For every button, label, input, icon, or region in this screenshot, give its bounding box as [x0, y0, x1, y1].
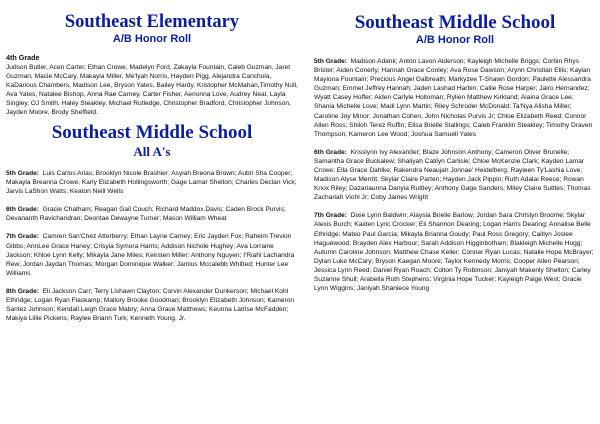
- all-a-grade-7: 7th Grade: Camren San'Chez Atterberry; Ethan Layne Carney; Eric Jayden Fox; Raheim Trevion Gibbs; AnnLee Grace Haney; Crisyia Symora Harris; Addison Nichole Hughey; Ava Lorraine Jackson; Khloe Lynn Kelly; Mikayla Jane Miles; Keirsten Miller; Anthony Nguyen; I'Riahi Lachandra Rew; Jordan Jaydan Thomas; Morgan Dominique Walker; Jamius Mccalebb Whitted; Hunter Lee Williams: [6, 233, 295, 277]
- elementary-title: Southeast Elementary: [64, 12, 240, 32]
- left-column: [6, 0, 298, 323]
- elementary-subtitle: A/B Honor Roll: [112, 33, 192, 46]
- ab-grade-7: 7th Grade: Dixie Lynn Baldwin; Alaysia Brielle Barlow; Jordan Sara Chrislyn Broome; Skylar Alexis Burch; Kaiden Lyric Crocker; Eli Shannon Dearing; Logan Harris Dearing; Annalise Belle Ethridge; Mateo Paul Garcia; Mikayla Brianna Goudy; Paul Ross Gregory; Caitlyn Joslee Haguewood; Brayden Alex Harbour; Sarah Addison Higginbotham; Blakleigh Michelle Hogg; Autumn Caroline Johnson; Matthew Chase Keller; Conner Ryan Lucas; Natalie Hope McBrayer; Dylan Luke McCary; Bryson Kaegan Moore; Taylor Kennedy Morris; Cooper Allen Pearson; Jessica Lynn Reed; Daniel Ryan Roach; Colton Ty Robinson; Janiyah Makenly Shelton; Carley Suzanne Shull; Arabella Ruth Stephens; Virginia Hope Tucker; Kayleigh Paige West; Gracie Lynn Wiggins; Janiyah Shaniece Young: [314, 212, 594, 293]
- grade-4-list: Judson Butler, Acen Carter, Ethan Crowe, Madelyn Ford, Zakayla Fountain, Caleb Guzman, Jaret Guzman, Macie McCary, Makayla Miller, Me'lyah Norris, Hayden Pigg, Alejandra Canchola, KaDarious Chambers, Madison Lee, Bryson Yates, Bailey Hardy, Kristopher McMahan,Timothy Null, Ava Yates, Natalee Bishop, Anna Rae Carney, Carter Fisher, Aerionna Love, Audrey Neal, Layla Singley, OJ Smith, Haley Steakley, Michael Rutledge, Christopher Bradford, Christopher Johnson, Jayden Moore, Brody Sheffield.: [6, 63, 298, 116]
- all-a-grade-8: 8th Grade: Eli Jackson Carr; Terry Lishawn Clayton; Corvin Alexander Dunkerson; Michael Kohl Ethridge; Logan Ryan Flaskamp; Mallory Brooke Goodman; Brooklyn Elizabeth Johnson; Kameron Santez Johnson; Kendall Leigh Grace Mabry; Anna Grace Matthews; Keunna Latrise McFadden; Makiya Lillie Pickens; Raylee Briann Turk; Kenneth Young, Jr.: [6, 287, 295, 323]
- ab-grade-6: 6th Grade: Krisslynn Ivy Alexander; Blaze Johnson Anthony; Cameron Oliver Brunelle; Samantha Grace Buckalew; Shaliyah Catilyn Carlisle; Chloe McKenzie Clark; Kayden Lamar Crowe; Ella Grace Dahlke; Rakendra Neaujah Jonnae' Heidelberg; Rayleen Ty'Lashia Love; Madison Alyse Merritt; Skylar Claire Parten; Hayden Jack Pippin; Ruth Adalai Reece; Rowan Knox Riley; Dazariaunna Danyia Ruttley; Anthony Gage Sanders; Miley Claire Suttles; Thomas Zachariah Viohl Jr; Coby James Wright: [314, 148, 591, 202]
- all-a-grade-5: 5th Grade: Luis Carlos Arias; Brooklyn Nicole Brashier; Asyiah Breona Brown; Aubri Sha Cooper; Makayla Breanna Crowe; Karly Elizabeth Hollingsworth; Gage Lamar Shelton; Charles Declan Vick; Jarvis LaShon Watts; Keaton Neill Wells: [6, 170, 297, 196]
- ab-grade-5: 5th Grade: Madison Adank; Anton Lavon Alderson; Kayleigh Michelle Briggs; Corbin Rhys Brister; Aiden Conerly; Hannah Grace Cooley; Ava Rose Dawson; Arynn Christian Ellis; Kaylan Mayiona Fountain; Precious Angel Galbreath; Markyzee T-Shawn Gordon; Paulette Alessandra Guzman; Emmet Jeffrey Hannah; Jaden Lashad Harbin; Callie Rose Harper; Jairo Hernandez; Wyatt Casey Hoffer; Aiden Carlyle Holloman; Rylien Matthew Kirkland; Alaina Grace Lee; Shania Michelle Love; Madi Lynn Martin; Riley Schroder McDonald; Ta'Nya Alisha Miller; Caroline Joy Minor; Jonathan Cohen; John Nicholas Purvis Jr; Chloe Elizabeth Reed; Connor Allen Ross; Shiloh Terez Ruffin; Elisa Brielle Stallings; Caleb Franklin Steakley; Timothy Draven Thompson; Kameron Lee Wood; Joshua Samuell Yates: [314, 57, 593, 138]
- grade-4-heading: 4th Grade: [6, 53, 40, 63]
- middle-school-subtitle: All A's: [133, 144, 171, 160]
- ab-honor-title: Southeast Middle School: [354, 12, 556, 33]
- middle-school-title: Southeast Middle School: [51, 122, 253, 144]
- right-column: [314, 0, 596, 293]
- all-a-grade-6: 6th Grade: Gracie Chatham; Reagan Gail Couch; Richard Maddox Davis; Caden Brock Purvis; Devananth Ravichandran; Deontae Dewayne Turner; Mason William Wheat: [6, 206, 286, 223]
- ab-honor-subtitle: A/B Honor Roll: [415, 33, 495, 46]
